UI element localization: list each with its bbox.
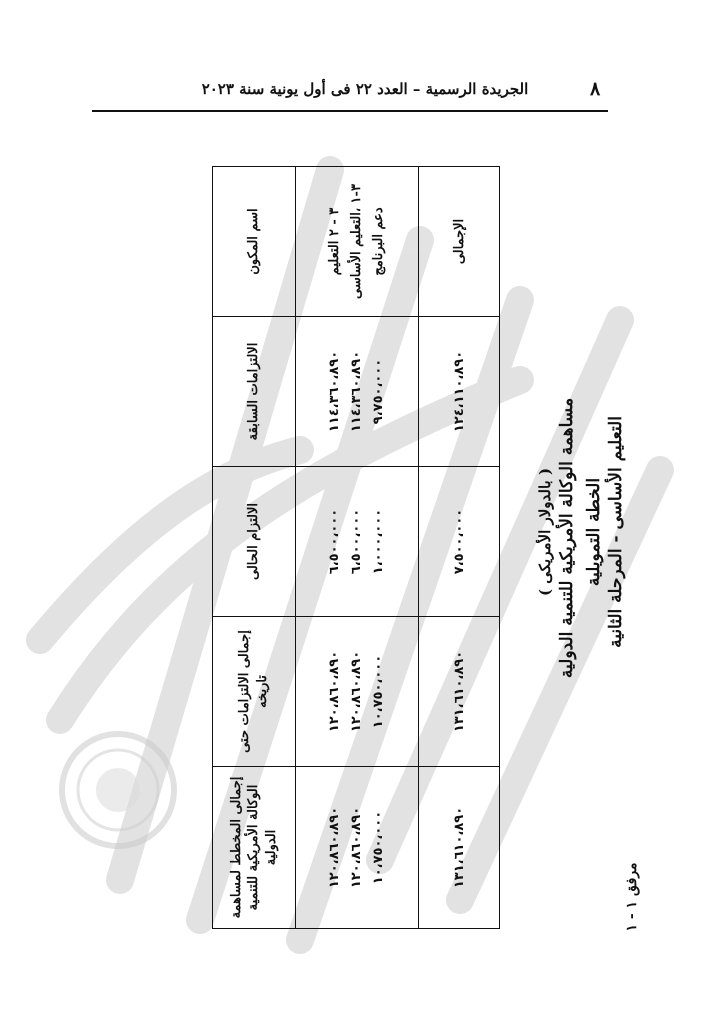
total-planned: ١٣١،٦١٠،٨٩٠ [419,767,500,929]
component-line: ٣-١ ،التعليم الأساسى [349,184,364,299]
value-line: ٦،٥٠٠،٠٠٠ [349,508,364,575]
table-header-row [213,167,296,929]
header-current: الالتزام الحالى [213,467,296,617]
total-current: ٧،٥٠٠،٠٠٠ [419,467,500,617]
header-divider [92,110,608,112]
seal-icon [62,734,174,846]
total-to-date-cell [296,617,419,767]
header-component: اسم المكون [213,167,296,317]
gazette-header-title: الجريدة الرسمية – العدد ٢٢ فى أول يونية سنة ٢٠٢٣ [201,80,529,98]
title-line-4: ( بالدولار الأمريكى ) [536,467,554,597]
table-row [296,167,419,929]
title-line-2: الخطة التمويلية [584,477,604,587]
attachment-label: مرفق ١ - ١ [624,862,640,932]
header-previous: الالتزامات السابقة [213,317,296,467]
value-line: ١١٤،٣٦٠،٨٩٠ [327,350,342,433]
header-planned: إجمالى المخطط لمساهمة الوكالة الأمريكية للتنمية الدولية [213,767,296,929]
page-number: ٨ [590,78,601,100]
total-previous: ١٢٤،١١٠،٨٩٠ [419,317,500,467]
value-line: ١،٠٠٠،٠٠٠ [371,508,386,575]
planned-cell [296,767,419,929]
value-line: ٩،٧٥٠،٠٠٠ [371,358,386,425]
value-line: ١٢٠،٨٦٠،٨٩٠ [327,806,342,889]
total-to-date: ١٣١،٦١٠،٨٩٠ [419,617,500,767]
header-total-to-date: إجمالى الالتزامات حتى تاريخه [213,617,296,767]
value-line: ١٠،٧٥٠،٠٠٠ [371,654,386,729]
value-line: ١٢٠،٨٦٠،٨٩٠ [349,650,364,733]
value-line: ١٢٠،٨٦٠،٨٩٠ [349,806,364,889]
component-line: دعم البرنامج [371,207,386,276]
title-line-3: مساهمة الوكالة الأمريكية للتنمية الدولية [557,397,577,679]
total-label: الإجمالى [419,167,500,317]
value-line: ١٠،٧٥٠،٠٠٠ [371,810,386,885]
component-line: ٣ - ٢ التعليم [327,207,342,276]
previous-cell [296,317,419,467]
value-line: ١٢٠،٨٦٠،٨٩٠ [327,650,342,733]
component-cell [296,167,419,317]
current-cell [296,467,419,617]
financing-table-container [212,167,484,929]
table-total-row [419,167,500,929]
financing-table [212,166,500,929]
value-line: ١١٤،٣٦٠،٨٩٠ [349,350,364,433]
value-line: ٦،٥٠٠،٠٠٠ [327,508,342,575]
title-line-1: التعليم الأساسى - المرحلة الثانية [606,416,626,648]
